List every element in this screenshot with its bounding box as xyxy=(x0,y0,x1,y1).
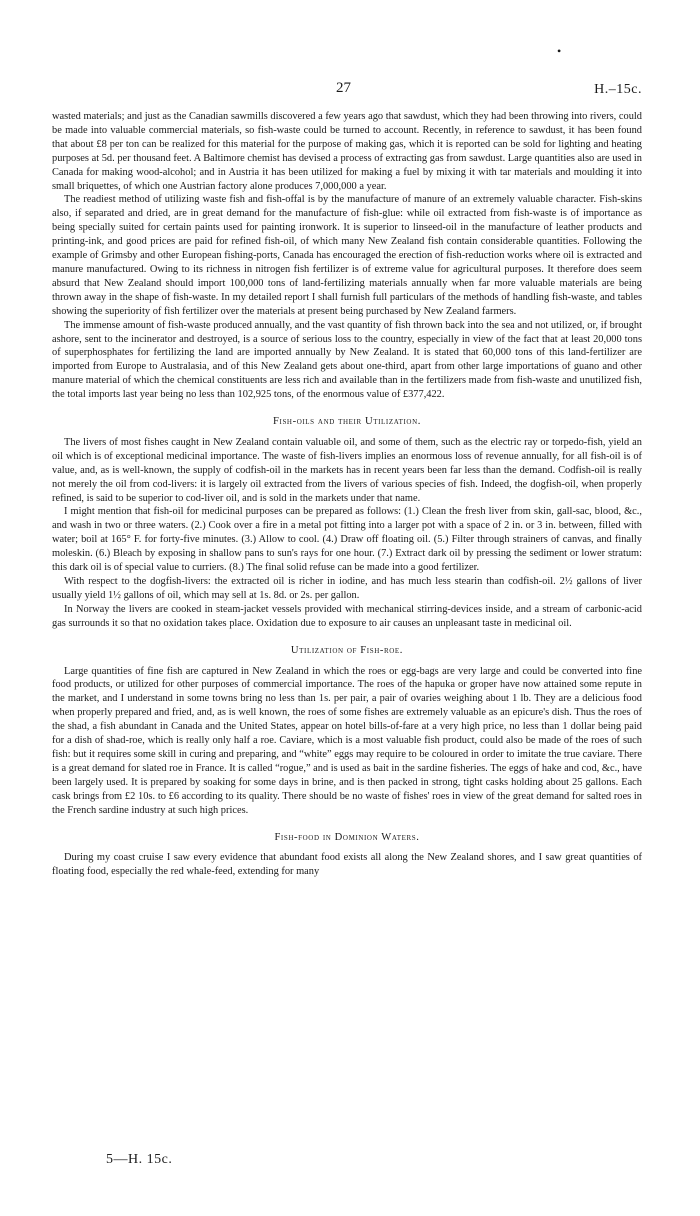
section-heading-fish-oils: Fish-oils and their Utilization. xyxy=(273,416,421,428)
paragraph: I might mention that fish-oil for medicinal purposes can be prepared as follows: (1.) Clean the fresh liver from skin, gall-sac, blood, &c., and wash in two or three waters. (2.) Cook over a fire in a metal pot fitting into a larger pot with a space of 2 in. or 3 in. between, filled with water; boil at 165° F. for forty-five minutes. (3.) Allow to cool. (4.) Draw off floating oil. (5.) Filter through strainers of canvas, and finally moleskin. (6.) Bleach by exposing in shallow pans to sun's rays for one hour. (7.) Extract dark oil by pressing the sediment or lower stratum: this dark oil is of special value to curriers. (8.) The final solid refuse can be made into a good fertilizer. xyxy=(52,506,642,574)
section-heading-fish-food: Fish-food in Dominion Waters. xyxy=(274,831,420,843)
stray-mark: • xyxy=(557,44,562,58)
page-footer-signature: 5—H. 15c. xyxy=(106,1152,173,1167)
paragraph: The readiest method of utilizing waste fish and fish-offal is by the manufacture of manure of an extremely valuable character. Fish-skins also, if separated and dried, are in great demand for the manufacture of fish-glue: while oil extracted from fish-waste is of importance as being specially suited for certain paints used for painting ironwork. It is superior to linseed-oil in the manufacture of leather products and printing-ink, and good prices are paid for refined fish-oil, of which many New Zealand fish contain considerable quantities. Following the example of Grimsby and other European fishing-ports, Canada has encouraged the erection of fish-reduction works where oil is extracted and manure manufactured. Owing to its richness in nitrogen fish fertilizer is of extreme value for agricultural purposes. It therefore does seem absurd that New Zealand should import 100,000 tons of land-fertilizing materials annually when far more valuable materials are being thrown away in the shape of fish-waste. In my detailed report I shall furnish full particulars of the methods of handling fish-waste, and tables showing the superiority of fish fertilizer over the materials at present being purchased by New Zealand farmers. xyxy=(52,194,642,317)
paragraph: The livers of most fishes caught in New Zealand contain valuable oil, and some of them, such as the electric ray or torpedo-fish, yield an oil which is of exceptional medicinal importance. The waste of fish-livers implies an enormous loss of revenue annually, for all fish-oil is of value, and, as is well-known, the supply of codfish-oil in the markets has in recent years been far less than the demand. Codfish-oil is really not merely the oil from cod-livers: it is largely oil extracted from the livers of various species of fish. Indeed, the dogfish-oil, when properly refined, is said to be superior to cod-liver oil, and is sold in the markets under that name. xyxy=(52,436,642,504)
section-heading-fish-roe: Utilization of Fish-roe. xyxy=(290,644,404,656)
paragraph: The immense amount of fish-waste produced annually, and the vast quantity of fish thrown back into the sea and not utilized, or, if brought ashore, sent to the incinerator and destroyed, is a source of serious loss to the country, especially in view of the fact that at least 20,000 tons of superphosphates for fertilizing the land are imported annually by New Zealand. It is stated that 60,000 tons of this land-fertilizer are imported from Europe to Australasia, and of this New Zealand gets about one-third, apart from other large importations of guano and other manure material of which the chemical constituents are less rich and available than in the fertilizers made from fish-waste and unutilized fish, the total imports last year being no less than 102,925 tons, of the enormous value of £377,422. xyxy=(52,319,642,401)
paragraph: With respect to the dogfish-livers: the extracted oil is richer in iodine, and has much less stearin than codfish-oil. 2½ gallons of liver usually yield 1½ gallons of oil, which may sell at 1s. 8d. or 2s. per gallon. xyxy=(52,576,642,601)
paragraph: wasted materials; and just as the Canadian sawmills discovered a few years ago that sawdust, which they had been throwing into rivers, could be made into valuable commercial materials, so fish-waste could be turned to account. Recently, in reference to sawdust, it has been found that about £8 per ton can be realized for this material for the purpose of making gas, which it is reported can be sold for lighting and heating purposes at 5d. per thousand feet. A Baltimore chemist has devised a process of extracting gas from sawdust. Large quantities also are used in Canada for making wood-alcohol; and in Austria it has been utilized for making a fuel by mixing it with tar materials and moulding it into small briquettes, of which one Austrian factory alone produces 7,000,000 a year. xyxy=(52,111,642,192)
page-header xyxy=(0,80,700,102)
document-reference: H.–15c. xyxy=(594,82,642,97)
page-number: 27 xyxy=(336,80,351,96)
paragraph: During my coast cruise I saw every evidence that abundant food exists all along the New Zealand shores, and I saw great quantities of floating food, especially the red whale-feed, extending for many xyxy=(52,852,642,878)
paragraph: In Norway the livers are cooked in steam-jacket vessels provided with mechanical stirring-devices inside, and a stream of carbonic-acid gas surrounds it so that no oxidation takes place. Oxidation due to exposure to air causes an unpleasant taste in medicinal oil. xyxy=(52,603,642,629)
body-text xyxy=(52,110,642,879)
paragraph: Large quantities of fine fish are captured in New Zealand in which the roes or egg-bags are very large and could be converted into fine food products, or utilized for other purposes of commercial importance. The roes of the hapuka or groper have now attained some repute in the market, and I understand in some towns bring no less than 1s. per pair, a pair of ovaries weighing about 1 lb. They are a delicious food when properly prepared and fried, and, as is well known, the roes of some fishes are extremely valuable as an epicure's dish. Thus the roes of the shad, a fish abundant in Canada and the United States, appear on hotel bills-of-fare at a very high price, no less than 1 dollar being paid for a dish of shad-roe, which is really only half a roe. Caviare, which is a most valuable fish product, could also be made of the roes of such fish: but it requires some skill in curing and preparing, and “white” eggs may require to be coloured in order to imitate the true caviare. There is a great demand for slated roe in France. It is called “rogue,” and is used as bait in the sardine fisheries. The eggs of hake and cod, &c., have been largely used. It is prepared by soaking for some days in brine, and is then packed in strong, tight casks holding about 25 gallons. Each cask brings from £2 10s. to £6 according to its quality. There should be no waste of fishes' roes in view of the great demand for salted roes in the French sardine industry at such high prices. xyxy=(52,665,642,816)
